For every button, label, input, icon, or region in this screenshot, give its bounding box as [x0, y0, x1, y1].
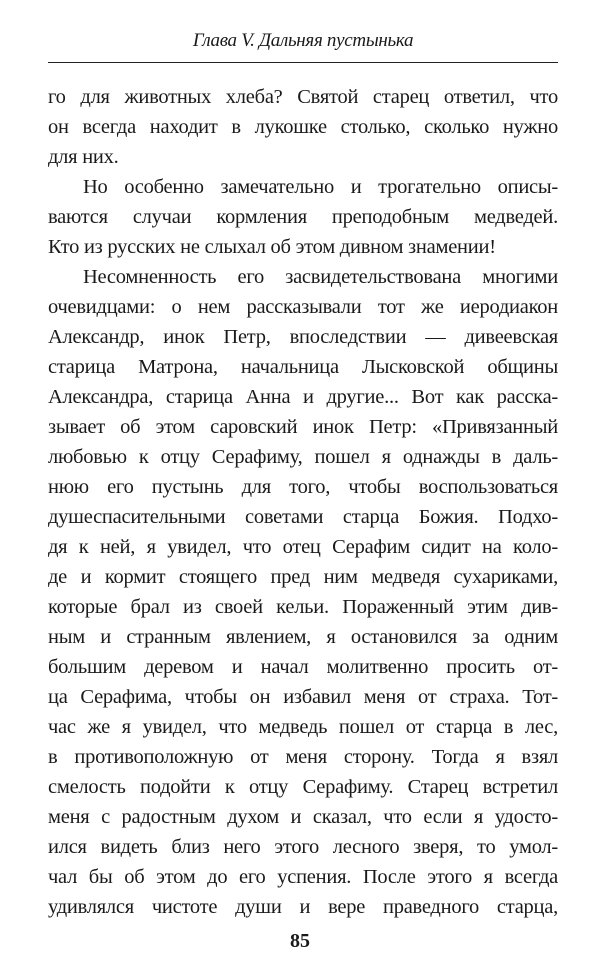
text-line: для них. [48, 146, 119, 168]
text-line: го для животных хлеба? Святой старец ответил, что [48, 86, 558, 108]
text-line: чал бы об этом до его успения. После этого я всегда [48, 866, 558, 888]
text-line: Александра, старица Анна и другие... Вот как расска- [48, 386, 558, 408]
text-line: ным и странным явлением, я остановился за одним [48, 626, 558, 648]
text-line: ился видеть близ него этого лесного зверя, то умол- [48, 836, 558, 858]
text-line: которые брал из своей кельи. Пораженный этим див- [48, 596, 558, 618]
running-header: Глава V. Дальняя пустынька [192, 30, 414, 51]
text-line: зывает об этом саровский инок Петр: «Привязанный [48, 416, 558, 438]
text-line: большим деревом и начал молитвенно просить от- [48, 656, 558, 678]
text-line: Кто из русских не слыхал об этом дивном знамении! [48, 236, 496, 258]
text-line: Несомненность его засвидетельствована многими [83, 266, 558, 288]
text-line: смелость подойти к отцу Серафиму. Старец встретил [48, 776, 558, 798]
text-line: ца Серафима, чтобы он избавил меня от страха. Тот- [48, 686, 558, 708]
text-line: час же я увидел, что медведь пошел от старца в лес, [48, 716, 558, 738]
text-line: де и кормит стоящего пред ним медведя сухариками, [48, 566, 558, 588]
text-line: удивлялся чистоте души и вере праведного старца, [48, 896, 558, 918]
text-line: Александр, инок Петр, впоследствии — дивеевская [48, 326, 558, 348]
text-line: дя к ней, я увидел, что отец Серафим сидит на коло- [48, 536, 558, 558]
text-line: меня с радостным духом и сказал, что если я удосто- [48, 806, 558, 828]
header-rule [48, 62, 558, 63]
text-line: душеспасительными советами старца Божия. Подхо- [48, 506, 558, 528]
text-line: Но особенно замечательно и трогательно описы- [83, 176, 558, 198]
text-line: ваются случаи кормления преподобным медведей. [48, 206, 558, 228]
text-line: в противоположную от меня сторону. Тогда я взял [48, 746, 558, 768]
page-body-text [48, 82, 558, 922]
text-line: старица Матрона, начальница Лысковской общины [48, 356, 558, 378]
text-line: очевидцами: о нем рассказывали тот же иеродиакон [48, 296, 558, 318]
text-line: он всегда находит в лукошке столько, сколько нужно [48, 116, 558, 138]
text-line: любовью к отцу Серафиму, пошел я однажды в даль- [48, 446, 558, 468]
text-line: нюю его пустынь для того, чтобы воспользоваться [48, 476, 558, 498]
page-number: 85 [290, 930, 310, 952]
